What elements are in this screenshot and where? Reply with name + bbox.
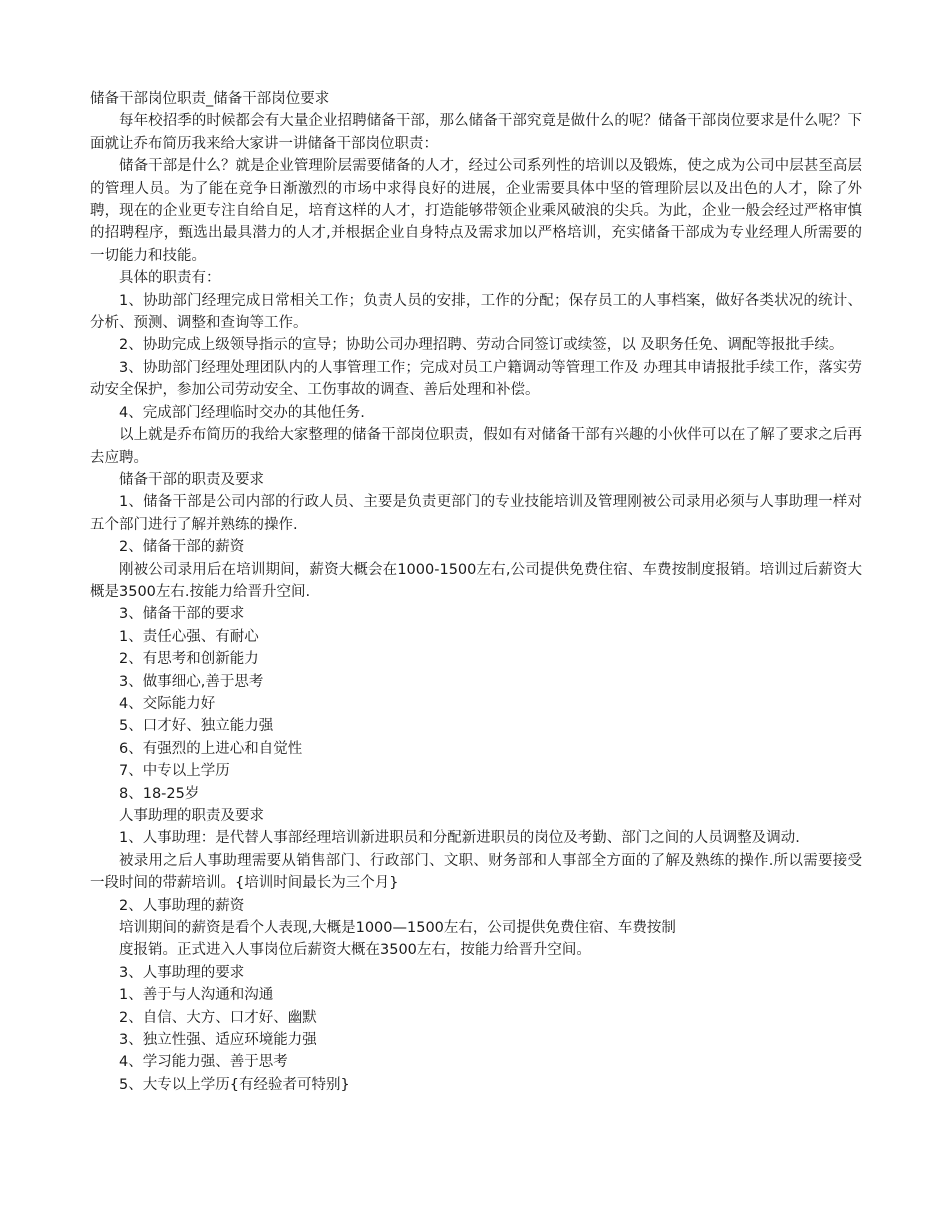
document-body	[90, 88, 862, 1096]
duty-item: 3、协助部门经理处理团队内的人事管理工作；完成对员工户籍调动等管理工作及 办理其申请报批手续工作，落实劳动安全保护，参加公司劳动安全、工伤事故的调查、善后处理和补偿。	[90, 359, 862, 399]
hr-assistant-requirements-heading: 3、人事助理的要求	[119, 964, 245, 981]
requirement-item: 5、口才好、独立能力强	[119, 718, 274, 735]
what-is-paragraph: 储备干部是什么？就是企业管理阶层需要储备的人才，经过公司系列性的培训以及锻炼，使之成为公司中层甚至高层的管理人员。为了能在竞争日渐激烈的市场中求得良好的进展，企业需要具体中坚的管理阶层以及出色的人才，除了外聘，现在的企业更专注自给自足，培育这样的人才，打造能够带领企业乘风破浪的尖兵。为此，企业一般会经过严格审慎的招聘程序，甄选出最具潜力的人才,并根据企业自身特点及需求加以严格培训，充实储备干部成为专业经理人所需要的一切能力和技能。	[90, 158, 862, 264]
requirement-item: 4、交际能力好	[119, 695, 216, 712]
closing-paragraph: 以上就是乔布简历的我给大家整理的储备干部岗位职责，假如有对储备干部有兴趣的小伙伴可以在了解了要求之后再去应聘。	[90, 427, 862, 466]
reserve-cadre-salary-text: 刚被公司录用后在培训期间，薪资大概会在1000-1500左右,公司提供免费住宿、车费按制度报销。培训过后薪资大概是3500左右.按能力给晋升空间.	[90, 561, 862, 600]
hr-assistant-item: 1、人事助理：是代替人事部经理培训新进职员和分配新进职员的岗位及考勤、部门之间的人员调整及调动.	[119, 830, 800, 847]
requirement-item: 1、责任心强、有耐心	[119, 628, 259, 645]
requirement-item: 2、自信、大方、口才好、幽默	[119, 1009, 317, 1026]
reserve-cadre-item: 1、储备干部是公司内部的行政人员、主要是负责更部门的专业技能培训及管理刚被公司录用必须与人事助理一样对五个部门进行了解并熟练的操作.	[90, 494, 862, 533]
hr-assistant-salary-line: 度报销。正式进入人事岗位后薪资大概在3500左右，按能力给晋升空间。	[119, 942, 591, 959]
requirement-item: 8、18-25岁	[119, 785, 200, 802]
duty-item: 4、完成部门经理临时交办的其他任务.	[119, 404, 365, 421]
requirement-item: 3、做事细心,善于思考	[119, 673, 264, 690]
requirement-item: 6、有强烈的上进心和自觉性	[119, 740, 303, 757]
section-heading-hr-assistant: 人事助理的职责及要求	[119, 808, 264, 824]
duties-heading: 具体的职责有：	[119, 270, 221, 287]
reserve-cadre-salary-heading: 2、储备干部的薪资	[119, 539, 245, 556]
hr-assistant-training-text: 被录用之后人事助理需要从销售部门、行政部门、文职、财务部和人事部全方面的了解及熟练的操作.所以需要接受一段时间的带薪培训。{培训时间最长为三个月}	[90, 852, 862, 892]
duty-item: 1、协助部门经理完成日常相关工作；负责人员的安排，工作的分配；保存员工的人事档案，做好各类状况的统计、分析、预测、调整和查询等工作。	[90, 292, 862, 332]
requirement-item: 7、中专以上学历	[119, 763, 230, 780]
requirement-item: 3、独立性强、适应环境能力强	[119, 1032, 317, 1049]
section-heading-reserve-cadre: 储备干部的职责及要求	[119, 471, 264, 488]
document-title: 储备干部岗位职责_储备干部岗位要求	[90, 91, 330, 107]
requirement-item: 4、学习能力强、善于思考	[119, 1054, 288, 1071]
requirement-item: 5、大专以上学历{有经验者可特别}	[119, 1076, 350, 1093]
reserve-cadre-requirements-heading: 3、储备干部的要求	[119, 606, 245, 623]
hr-assistant-salary-line: 培训期间的薪资是看个人表现,大概是1000—1500左右，公司提供免费住宿、车费按制	[119, 920, 676, 937]
duty-item: 2、协助完成上级领导指示的宣导；协助公司办理招聘、劳动合同签订或续签，以 及职务任免、调配等报批手续。	[119, 337, 844, 354]
hr-assistant-salary-heading: 2、人事助理的薪资	[119, 897, 245, 914]
requirement-item: 1、善于与人沟通和沟通	[119, 987, 274, 1004]
intro-paragraph: 每年校招季的时候都会有大量企业招聘储备干部，那么储备干部究竟是做什么的呢？储备干部岗位要求是什么呢？下面就让乔布简历我来给大家讲一讲储备干部岗位职责：	[90, 113, 862, 152]
requirement-item: 2、有思考和创新能力	[119, 651, 259, 668]
